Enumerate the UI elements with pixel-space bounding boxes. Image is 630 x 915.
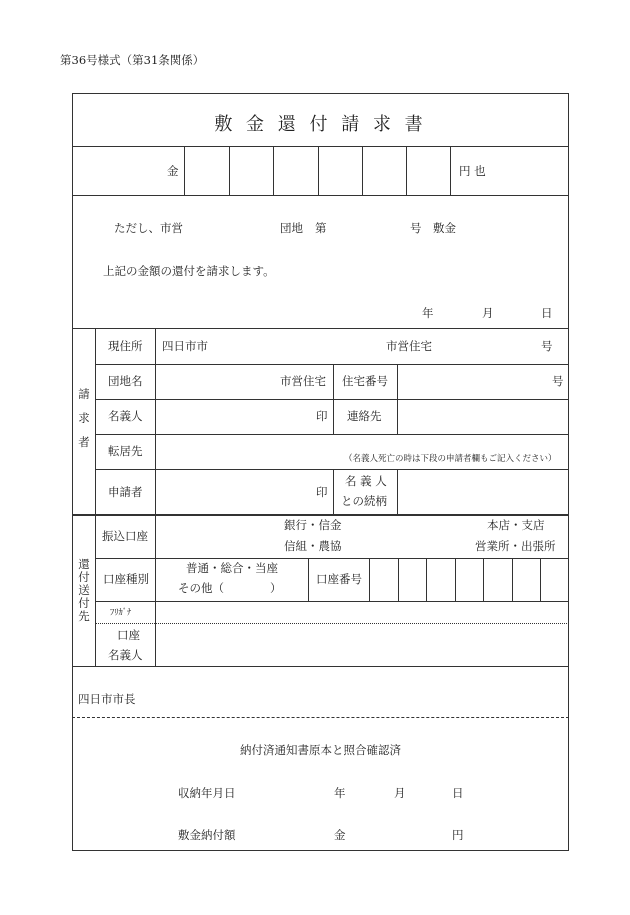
account-type-line — [308, 558, 309, 601]
divider-refund-2 — [95, 601, 569, 602]
branch-name-input[interactable] — [355, 518, 470, 554]
relation-label-line1: 名 義 人 — [345, 474, 387, 488]
claimant-mid-line — [333, 364, 334, 434]
relation-input[interactable] — [402, 474, 562, 509]
transfer-account-label: 振込口座 — [102, 529, 148, 543]
section-label-column-line — [95, 328, 96, 666]
amount-box-line — [450, 146, 451, 195]
receipt-date-label: 収納年月日 — [178, 786, 236, 800]
refund-section-label: 還 付 送 付 先 — [78, 557, 90, 623]
divider-claimant-3 — [95, 434, 569, 435]
date-month: 月 — [482, 306, 494, 320]
nominee-seal: 印 — [316, 409, 328, 423]
danchi-value: 市営住宅 — [280, 374, 326, 388]
amount-input[interactable] — [185, 147, 449, 194]
divider-statement — [72, 328, 569, 329]
mayor-label: 四日市市長 — [78, 692, 136, 706]
deposit-paid-label: 敷金納付額 — [178, 828, 236, 842]
go-label: 号 — [410, 221, 422, 235]
deposit-label: 敷金 — [433, 221, 456, 235]
label-column-line — [155, 328, 156, 666]
room-number-input[interactable] — [335, 218, 405, 238]
account-types-line2[interactable]: その他（ ） — [178, 581, 282, 595]
address-label: 現住所 — [108, 339, 143, 353]
date-year: 年 — [422, 306, 434, 320]
address-suffix: 号 — [541, 339, 553, 353]
applicant-mid-line — [333, 469, 334, 514]
forwarding-note: （名義人死亡の時は下段の申請者欄もご記入ください） — [344, 454, 557, 464]
claimant-section-label: 請 求 者 — [78, 387, 90, 449]
house-number-suffix: 号 — [552, 374, 564, 388]
address-room-input[interactable] — [440, 333, 535, 359]
holder-label-line2: 名義人 — [108, 648, 143, 662]
amount-suffix: 円 也 — [459, 164, 486, 178]
house-number-input[interactable] — [402, 368, 547, 394]
divider-amount — [72, 195, 569, 196]
contact-input[interactable] — [402, 403, 562, 429]
applicant-input[interactable] — [160, 474, 310, 509]
address-input[interactable] — [215, 333, 380, 359]
claimant-right-line — [397, 364, 398, 434]
danchi-label: 団地 — [280, 221, 303, 235]
form-frame — [72, 93, 569, 851]
account-number-input[interactable] — [370, 559, 568, 600]
nominee-label: 名義人 — [108, 409, 143, 423]
verification-title: 納付済通知書原本と照合確認済 — [240, 743, 401, 757]
amount-prefix: 金 — [167, 164, 179, 178]
divider-refund-end — [72, 666, 569, 667]
address-prefix: 四日市市 — [162, 339, 208, 353]
bank-name-input[interactable] — [160, 518, 280, 554]
dai-label: 第 — [315, 221, 327, 235]
date-day: 日 — [541, 306, 553, 320]
forwarding-input[interactable] — [160, 437, 560, 452]
furigana-label: ﾌﾘｶﾞﾅ — [110, 608, 132, 618]
address-mid: 市営住宅 — [386, 339, 432, 353]
relation-label-line2: との続柄 — [341, 494, 387, 508]
account-number-label: 口座番号 — [316, 572, 362, 586]
holder-label-line1: 口座 — [117, 628, 140, 642]
form-title: 敷 金 還 付 請 求 書 — [214, 114, 427, 135]
receipt-year: 年 — [334, 786, 346, 800]
contact-label: 連絡先 — [347, 409, 382, 423]
applicant-seal: 印 — [316, 485, 328, 499]
danchi-input[interactable] — [190, 218, 275, 238]
house-number-label: 住宅番号 — [342, 374, 388, 388]
paid-suffix: 円 — [452, 828, 464, 842]
furigana-input[interactable] — [160, 603, 560, 621]
divider-claimant-1 — [95, 364, 569, 365]
divider-claimant-end — [72, 514, 569, 516]
divider-claimant-2 — [95, 399, 569, 400]
divider-claimant-4 — [95, 469, 569, 470]
applicant-right-line — [397, 469, 398, 514]
account-types-line1[interactable]: 普通・総合・当座 — [186, 561, 278, 575]
account-type-label: 口座種別 — [103, 572, 149, 586]
nominee-input[interactable] — [160, 403, 310, 429]
divider-refund-dotted — [95, 623, 569, 624]
form-number: 第36号様式（第31条関係） — [60, 53, 205, 67]
bank-types-line2: 信組・農協 — [284, 539, 342, 553]
holder-name-input[interactable] — [160, 626, 560, 663]
applicant-label: 申請者 — [108, 485, 143, 499]
divider-office-cut — [72, 717, 569, 718]
forwarding-label: 転居先 — [108, 444, 143, 458]
danchi-name-label: 団地名 — [108, 374, 143, 388]
request-text: 上記の金額の還付を請求します。 — [103, 264, 275, 278]
branch-types-line1: 本店・支店 — [487, 518, 545, 532]
receipt-month: 月 — [394, 786, 406, 800]
danchi-name-input[interactable] — [160, 368, 275, 394]
proviso-prefix: ただし、市営 — [114, 221, 183, 235]
paid-prefix: 金 — [334, 828, 346, 842]
receipt-day: 日 — [452, 786, 464, 800]
branch-types-line2: 営業所・出張所 — [475, 539, 556, 553]
bank-types-line1: 銀行・信金 — [284, 518, 342, 532]
